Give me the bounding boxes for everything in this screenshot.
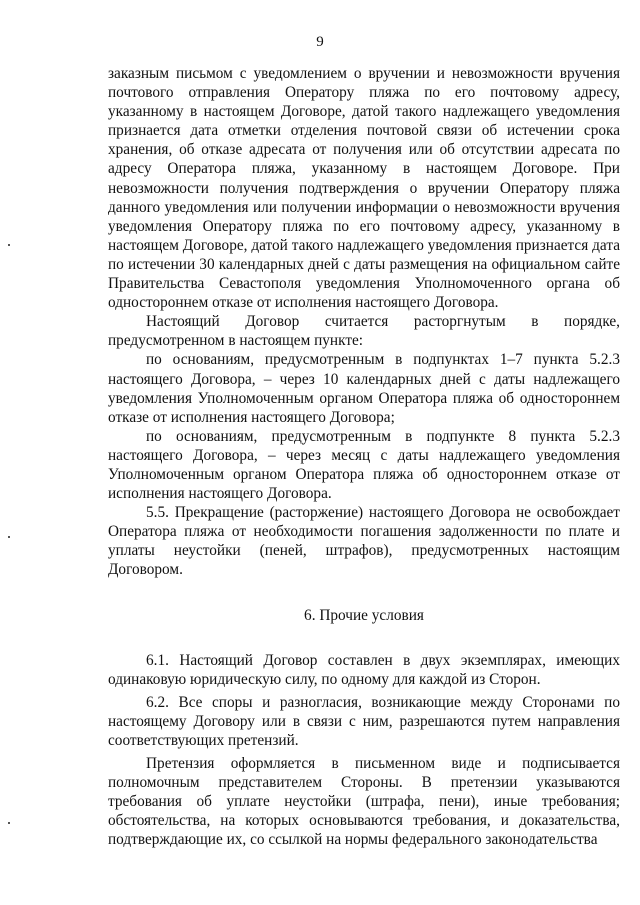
paragraph-5-5: 5.5. Прекращение (расторжение) настоящего Договора не освобождает Оператора пляжа от необходимости погашения задолженности по плате и уплаты неустойки (пеней, штрафов), предусмотренных настоящим Договором. bbox=[108, 504, 620, 579]
document-body bbox=[108, 64, 620, 850]
scan-mark bbox=[8, 536, 10, 538]
paragraph-6-1: 6.1. Настоящий Договор составлен в двух экземплярах, имеющих одинаковую юридическую силу, по одному для каждой из Сторон. bbox=[108, 651, 620, 688]
paragraph-claim: Претензия оформляется в письменном виде и подписывается полномочным представителем Стороны. В претензии указываются требования об уплате неустойки (штрафа, пени), иные требования; обстоятельства, на которых основываются требования, и доказательства, подтверждающие их, со ссылкой на нормы федерального законодательства bbox=[108, 755, 620, 849]
paragraph-grounds-8: по основаниям, предусмотренным в подпункте 8 пункта 5.2.3 настоящего Договора, – через месяц с даты надлежащего уведомления Уполномоченным органом Оператора пляжа об одностороннем отказе от исполнения настоящего Договора. bbox=[108, 427, 620, 503]
paragraph-6-2: 6.2. Все споры и разногласия, возникающие между Сторонами по настоящему Договору или в связи с ним, разрешаются путем направления соответствующих претензий. bbox=[108, 693, 620, 749]
scan-mark bbox=[8, 244, 10, 246]
page-number: 9 bbox=[316, 34, 324, 50]
paragraph-notice-continuation: заказным письмом с уведомлением о вручении и невозможности вручения почтового отправления Оператору пляжа по его почтовому адресу, указанному в настоящем Договоре, датой такого надлежащего уведомления признается дата отметки отделения почтовой связи об истечении срока хранения, об отказе адресата от получения или об отсутствии адресата по адресу Оператора пляжа, указанному в настоящем Договоре. При невозможности получения подтверждения о вручении Оператору пляжа данного уведомления или получении информации о невозможности вручения уведомления Оператору пляжа по его почтовому адресу, указанному в настоящем Договоре, датой такого надлежащего уведомления признается дата по истечении 30 календарных дней с даты размещения на официальном сайте Правительства Севастополя уведомления Уполномоченного органа об одностороннем отказе от исполнения настоящего Договора. bbox=[108, 65, 620, 312]
section-heading: 6. Прочие условия bbox=[304, 606, 424, 624]
paragraph-grounds-1-7: по основаниям, предусмотренным в подпунктах 1–7 пункта 5.2.3 настоящего Договора, – через 10 календарных дней с даты надлежащего уведомления Уполномоченным органом Оператора пляжа об одностороннем отказе от исполнения настоящего Договора; bbox=[108, 351, 620, 426]
paragraph-termination-order: Настоящий Договор считается расторгнутым в порядке, предусмотренном в настоящем пункте: bbox=[108, 313, 620, 350]
scan-mark bbox=[8, 822, 10, 824]
